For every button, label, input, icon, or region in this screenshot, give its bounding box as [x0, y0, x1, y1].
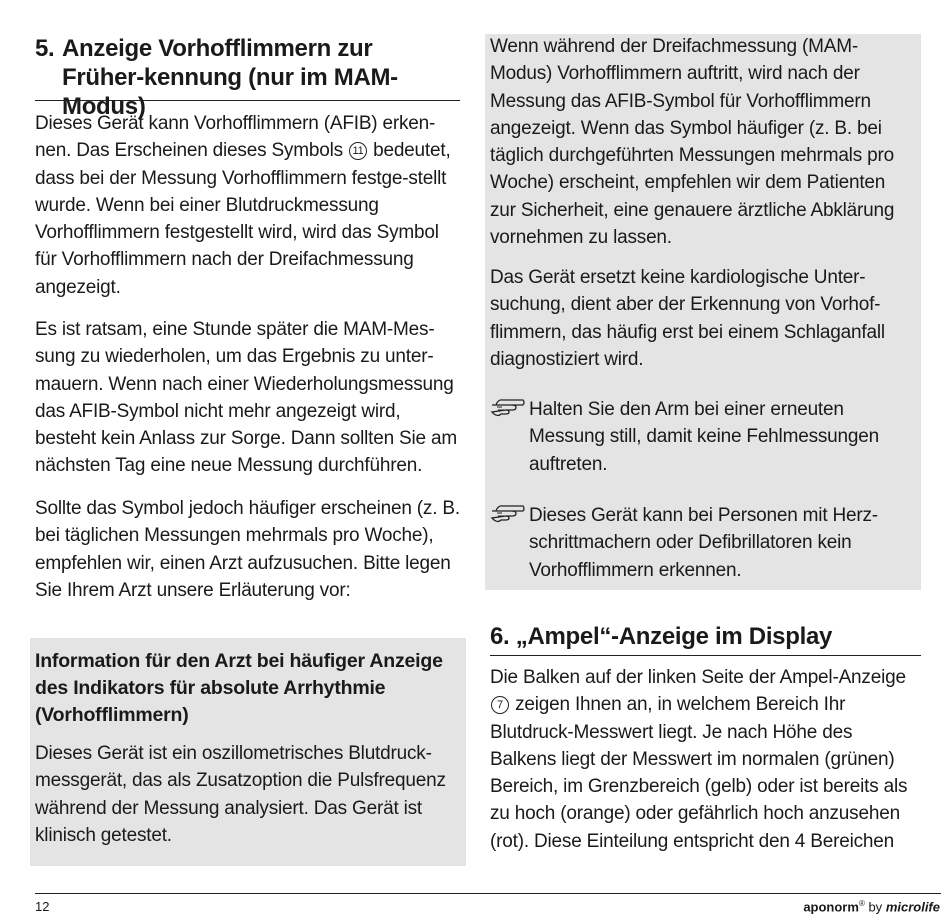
paragraph-afib-intro-a: Dieses Gerät kann Vorhofflimmern (AFIB) erken-nen. Das Erscheinen dieses Symbols [35, 113, 436, 162]
doctor-info-text: Dieses Gerät ist ein oszillometrisches Blutdruck-messgerät, das als Zusatzoption die Pulsfrequenz während der Messung analysiert. Das Gerät ist klinisch getestet. [35, 743, 446, 846]
tip-pacemaker [490, 502, 910, 584]
reference-marker-7: 7 [491, 696, 509, 714]
paragraph-traffic-light [490, 664, 915, 855]
tip-pacemaker-text: Dieses Gerät kann bei Personen mit Herz-schrittmachern oder Defibrillatoren kein Vorhofflimmern erkennen. [529, 505, 878, 581]
paragraph-afib-intro-b: bedeutet, dass bei der Messung Vorhofflimmern festge-stellt wurde. Wenn bei einer Blutdruckmessung Vorhofflimmern festgestellt wird, wird das Symbol für Vorhofflimmern nach der Dreifachmessung angezeigt. [35, 140, 451, 298]
paragraph-traffic-light-b: zeigen Ihnen an, in welchem Bereich Ihr Blutdruck-Messwert liegt. Je nach Höhe des Balkens liegt der Messwert im normalen (grünen) Bereich, im Grenzbereich (gelb) oder ist bereits als zu hoch (orange) oder gefährlich hoch anzusehen (rot). Diese Einteilung entspricht den 4 Bereichen [490, 694, 908, 852]
tip-keep-arm-still-text: Halten Sie den Arm bei einer erneuten Messung still, damit keine Fehlmessungen auftreten. [529, 399, 880, 475]
brand-registered: ® [858, 899, 865, 908]
paragraph-traffic-light-a: Die Balken auf der linken Seite der Ampel-Anzeige [490, 667, 906, 688]
page-number: 12 [35, 899, 50, 914]
pointing-hand-icon [490, 502, 526, 524]
doctor-info-box [30, 638, 466, 866]
section-5-heading [35, 34, 460, 121]
section-5-rule [35, 100, 460, 101]
brand-by: by [864, 899, 886, 915]
section-5-title: Anzeige Vorhofflimmern zur Früher-kennung (nur im MAM-Modus) [62, 35, 398, 120]
tip-keep-arm-still [490, 396, 910, 478]
section-5-number: 5. [35, 35, 55, 62]
brand-name: aponorm [803, 899, 859, 915]
paragraph-see-doctor: Sollte das Symbol jedoch häufiger erscheinen (z. B. bei täglichen Messungen mehrmals pro Woche), empfehlen wir, einen Arzt aufzusuchen. Bitte legen Sie Ihrem Arzt unsere Erläuterung vor: [35, 498, 460, 601]
reference-marker-11: 11 [349, 142, 367, 160]
paragraph-triple-measurement: Wenn während der Dreifachmessung (MAM-Modus) Vorhofflimmern auftritt, wird nach der Messung das AFIB-Symbol für Vorhofflimmern angezeigt. Wenn das Symbol häufiger (z. B. bei täglich durchgeführten Messungen mehrmals pro Woche) erscheint, empfehlen wir dem Patienten zur Sicherheit, eine genauere ärztliche Abklärung vornehmen zu lassen. [490, 36, 895, 249]
brand-company: microlife [885, 899, 940, 915]
doctor-info-box-continued [485, 34, 921, 590]
paragraph-afib-intro [35, 110, 460, 301]
pointing-hand-icon [490, 396, 526, 418]
section-6-rule [490, 655, 921, 656]
footer-rule [35, 893, 941, 894]
paragraph-repeat-measurement: Es ist ratsam, eine Stunde später die MAM-Mes-sung zu wiederholen, um das Ergebnis zu unter-mauern. Wenn nach einer Wiederholungsmessung das AFIB-Symbol nicht mehr angezeigt wird, besteht kein Anlass zur Sorge. Dann sollten Sie am nächsten Tag eine neue Messung durchführen. [35, 319, 457, 477]
brand-footer [803, 899, 940, 914]
section-6-heading: 6. „Ampel“-Anzeige im Display [490, 623, 833, 650]
paragraph-not-cardiological: Das Gerät ersetzt keine kardiologische Unter-suchung, dient aber der Erkennung von Vorhof-flimmern, das häufig erst bei einem Schlaganfall diagnostiziert wird. [490, 267, 885, 370]
doctor-info-heading: Information für den Arzt bei häufiger Anzeige des Indikators für absolute Arrhythmie (Vorhofflimmern) [35, 650, 443, 726]
